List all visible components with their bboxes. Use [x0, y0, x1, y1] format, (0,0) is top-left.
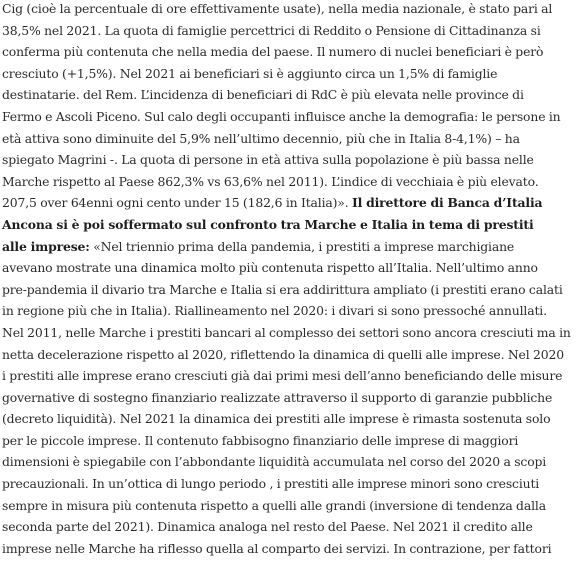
bold-text-segment: alle imprese:: [2, 238, 90, 254]
text-segment: cresciuto (+1,5%). Nel 2021 ai beneficiari si è aggiunto circa un 1,5% di famiglie: [2, 65, 498, 81]
text-line: [2, 63, 582, 85]
text-line: [2, 451, 582, 473]
text-line: [2, 0, 582, 20]
text-line: [2, 300, 582, 322]
text-segment: imprese nelle Marche ha riflesso quella al comparto dei servizi. In contrazione, per fattori: [2, 540, 552, 556]
text-line: [2, 149, 582, 171]
text-segment: spiegato Magrini -. La quota di persone in età attiva sulla popolazione è più bassa nelle: [2, 152, 534, 168]
text-line: [2, 41, 582, 63]
text-line: [2, 192, 582, 214]
text-line: [2, 408, 582, 430]
bold-text-segment: Ancona si è poi soffermato sul confronto tra Marche e Italia in tema di prestiti: [2, 216, 534, 232]
text-line: [2, 214, 582, 236]
text-segment: 207,5 over 64enni ogni cento under 15 (182,6 in Italia)».: [2, 195, 353, 211]
text-segment: conferma più contenuta che nella media del paese. Il numero di nuclei beneficiari è però: [2, 44, 544, 60]
text-line: [2, 20, 582, 42]
text-line: [2, 106, 582, 128]
text-line: [2, 84, 582, 106]
text-segment: età attiva sono diminuite del 5,9% nell’ultimo decennio, più che in Italia 8-4,1%) – ha: [2, 130, 520, 146]
text-segment: i prestiti alle imprese erano cresciuti già dai primi mesi dell’anno beneficiando delle misure: [2, 368, 563, 384]
text-segment: 38,5% nel 2021. La quota di famiglie percettrici di Reddito o Pensione di Cittadinanza si: [2, 22, 541, 38]
text-segment: netta decelerazione rispetto al 2020, riflettendo la dinamica di quelli alle imprese. Nel 2020: [2, 346, 564, 362]
text-line: [2, 365, 582, 387]
text-line: [2, 495, 582, 517]
text-segment: avevano mostrate una dinamica molto più contenuta rispetto all’Italia. Nell’ultimo anno: [2, 260, 538, 276]
text-line: [2, 322, 582, 344]
text-line: [2, 344, 582, 366]
text-segment: in regione più che in Italia). Riallineamento nel 2020: i divari si sono pressoché annullati.: [2, 303, 547, 319]
text-segment: seconda parte del 2021). Dinamica analoga nel resto del Paese. Nel 2021 il credito alle: [2, 519, 533, 535]
text-segment: governative di sostegno finanziario realizzate attraverso il supporto di garanzie pubbliche: [2, 389, 553, 405]
text-segment: (decreto liquidità). Nel 2021 la dinamica dei prestiti alle imprese è rimasta sostenuta solo: [2, 411, 551, 427]
text-line: [2, 473, 582, 495]
text-segment: Nel 2011, nelle Marche i prestiti bancari al complesso dei settori sono ancora cresciuti ma in: [2, 324, 571, 340]
text-segment: sempre in misura più contenuta rispetto a quelli alle grandi (inversione di tendenza dalla: [2, 497, 546, 513]
text-segment: Cig (cioè la percentuale di ore effettivamente usate), nella media nazionale, è stato pari al: [2, 1, 553, 16]
text-segment: destinatarie. del Rem. L’incidenza di beneficiari di RdC è più elevata nelle province di: [2, 87, 524, 103]
text-line: [2, 516, 582, 538]
text-segment: Marche rispetto al Paese 862,3% vs 63,6% nel 2011). L’indice di vecchiaia è più elevato.: [2, 173, 539, 189]
text-line: [2, 279, 582, 301]
text-segment: precauzionali. In un’ottica di lungo periodo , i prestiti alle imprese minori sono cresciuti: [2, 476, 540, 492]
text-line: [2, 538, 582, 560]
text-line: [2, 430, 582, 452]
text-line: [2, 128, 582, 150]
text-line: [2, 257, 582, 279]
text-line: [2, 171, 582, 193]
text-segment: dimensioni è spiegabile con l’abbondante liquidità accumulata nel corso del 2020 a scopi: [2, 454, 547, 470]
bold-text-segment: Il direttore di Banca d’Italia: [352, 195, 543, 211]
text-line: [2, 236, 582, 258]
text-segment: Fermo e Ascoli Piceno. Sul calo degli occupanti influisce anche la demografia: le persone in: [2, 108, 561, 124]
article-body: [2, 0, 582, 559]
text-segment: pre-pandemia il divario tra Marche e Italia si era addirittura ampliato (i prestiti erano calati: [2, 281, 563, 297]
text-line: [2, 387, 582, 409]
text-segment: «Nel triennio prima della pandemia, i prestiti a imprese marchigiane: [89, 238, 515, 254]
text-segment: per le piccole imprese. Il contenuto fabbisogno finanziario delle imprese di maggiori: [2, 432, 519, 448]
